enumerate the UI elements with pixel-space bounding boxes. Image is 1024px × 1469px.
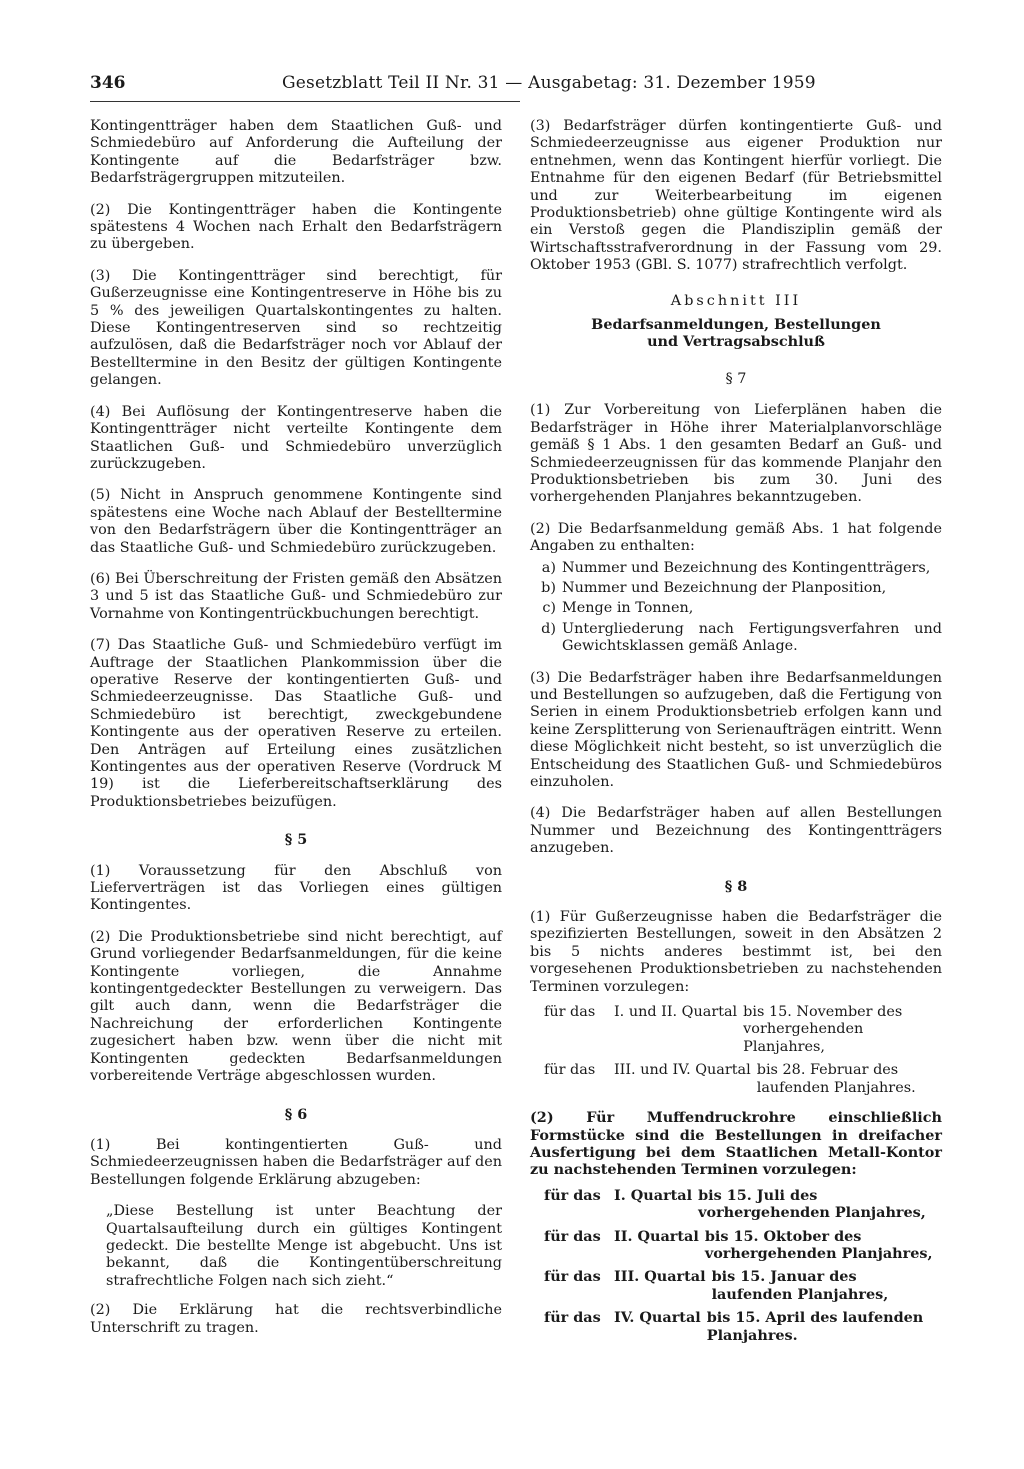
schedule-row — [530, 1062, 942, 1097]
list-item — [530, 580, 942, 597]
section-heading: § 6 — [284, 1105, 308, 1123]
schedule-row — [530, 1309, 942, 1344]
list-item-label: c) — [542, 600, 556, 617]
list-item-label: d) — [541, 620, 556, 637]
chapter-title-line: Bedarfsanmeldungen, Bestellungen — [591, 316, 881, 334]
paragraph: (3) Die Bedarfsträger haben ihre Bedarfsanmeldungen und Bestellungen so aufzugeben, daß die Fertigung von Serien in einem Produktionsbetrieb erfolgen kann und keine Zersplitterung von Serienaufträgen eintritt. Wenn diese Möglichkeit nicht besteht, so ist unverzüglich die Entscheidung des Staatlichen Guß- und Schmiedebüros einzuholen. — [530, 669, 942, 790]
list-item-label: b) — [541, 579, 556, 596]
deadline-schedule — [530, 1187, 942, 1344]
paragraph: (2) Die Bedarfsanmeldung gemäß Abs. 1 hat folgende Angaben zu enthalten: — [530, 520, 942, 555]
schedule-prefix: für das — [544, 1227, 601, 1245]
paragraph: (2) Die Erklärung hat die rechtsverbindliche Unterschrift zu tragen. — [90, 1302, 502, 1336]
schedule-deadline: bis 15. Oktober des vorhergehenden Planjahres, — [704, 1227, 933, 1262]
schedule-quarter: I. und II. Quartal — [614, 1004, 738, 1021]
paragraph: (2) Die Kontingentträger haben die Kontingente spätestens 4 Wochen nach Erhalt den Bedarfsträgern zu übergeben. — [90, 201, 502, 253]
paragraph: (2) Die Produktionsbetriebe sind nicht berechtigt, auf Grund vorliegender Bedarfsanmeldungen, für die keine Kontingente vorliegen, die Annahme kontingentgedeckter Bestellungen zu verweigern. Das gilt auch dann, wenn die Bedarfsträger die Nachreichung der erforderlichen Kontingente zugesichert haben bzw. wenn über die nicht mit Kontingenten gedeckten Bedarfsanmeldungen vorbereitende Verträge abgeschlossen wurden. — [90, 928, 502, 1085]
schedule-prefix: für das — [544, 1309, 601, 1327]
schedule-row — [530, 1004, 942, 1056]
schedule-deadline: bis 15. April des laufenden Planjahres. — [706, 1309, 924, 1344]
schedule-quarter: III. Quartal — [614, 1268, 706, 1286]
list-item-text: Nummer und Bezeichnung der Planposition, — [562, 579, 887, 596]
schedule-quarter: II. Quartal — [614, 1227, 699, 1245]
schedule-row — [530, 1268, 942, 1303]
schedule-deadline: bis 15. Januar des laufenden Planjahres, — [711, 1268, 889, 1303]
paragraph: (3) Die Kontingentträger sind berechtigt, für Gußerzeugnisse eine Kontingentreserve in Höhe bis zu 5 % des jeweiligen Quartalskontingentes zu halten. Diese Kontingentreserven sind so rechtzeitig aufzulösen, daß die Bedarfsträger noch vor Ablauf der Bestelltermine in den Besitz der gültigen Kontingente gelangen. — [90, 267, 502, 389]
paragraph: (1) Bei kontingentierten Guß- und Schmiedeerzeugnissen haben die Bedarfsträger auf den Bestellungen folgende Erklärung abzugeben: — [90, 1136, 502, 1188]
paragraph: (7) Das Staatliche Guß- und Schmiedebüro verfügt im Auftrage der Staatlichen Plankommission über die operative Reserve der kontingentierten Guß- und Schmiedeerzeugnisse. Das Staatliche Guß- und Schmiedebüro ist berechtigt, zweckgebundene Kontingente aus der operativen Reserve zu erteilen. Den Anträgen auf Erteilung eines zusätzlichen Kontingentes aus der operativen Reserve (Vordruck M 19) ist die Lieferbereitschaftserklärung des Produktionsbetriebes beizufügen. — [90, 637, 502, 810]
list-item-text: Nummer und Bezeichnung des Kontingentträgers, — [562, 559, 931, 576]
quoted-declaration: „Diese Bestellung ist unter Beachtung der Quartalsaufteilung durch ein gültiges Kontingent gedeckt. Die bestellte Menge ist abgebucht. Uns ist bekannt, daß die Kontingentüberschreitung strafrechtliche Folgen nach sich zieht.“ — [106, 1203, 502, 1289]
chapter-title-line: und Vertragsabschluß — [647, 333, 825, 351]
paragraph: Kontingentträger haben dem Staatlichen Guß- und Schmiedebüro auf Anforderung die Aufteilung der Kontingente auf die Bedarfsträger bzw. Bedarfsträgergruppen mitzuteilen. — [90, 118, 502, 187]
schedule-quarter: I. Quartal — [614, 1186, 693, 1204]
schedule-deadline: bis 15. November des vorhergehenden Planjahres, — [743, 1004, 903, 1055]
list-item — [530, 600, 942, 617]
list-item-text: Menge in Tonnen, — [562, 600, 694, 617]
section-heading: § 5 — [284, 831, 308, 849]
paragraph: (4) Bei Auflösung der Kontingentreserve haben die Kontingentträger nicht verteilte Kontingente dem Staatlichen Guß- und Schmiedebüro unverzüglich zurückzugeben. — [90, 403, 502, 472]
paragraph: (1) Voraussetzung für den Abschluß von Lieferverträgen ist das Vorliegen eines gültigen Kontingentes. — [90, 862, 502, 914]
paragraph: (1) Zur Vorbereitung von Lieferplänen haben die Bedarfsträger in Höhe ihrer Materialplanvorschläge gemäß § 1 Abs. 1 den gesamten Bedarf an Guß- und Schmiedeerzeugnissen für das kommende Planjahr den Produktionsbetrieben bis zum 30. Juni des vorhergehenden Planjahres bekanntzugeben. — [530, 402, 942, 506]
paragraph: (2) Für Muffendruckrohre einschließlich Formstücke sind die Bestellungen in dreifacher Ausfertigung bei dem Staatlichen Metall-Kontor zu nachstehenden Terminen vorzulegen: — [530, 1109, 942, 1179]
list-item-label: a) — [541, 559, 556, 576]
enumerated-list — [530, 560, 942, 656]
schedule-prefix: für das — [544, 1186, 601, 1204]
schedule-prefix: für das — [544, 1062, 596, 1079]
page-number: 346 — [90, 73, 126, 93]
schedule-quarter: IV. Quartal — [614, 1309, 701, 1327]
left-column — [90, 118, 502, 1351]
paragraph: (6) Bei Überschreitung der Fristen gemäß den Absätzen 3 und 5 ist das Staatliche Guß- und Schmiedebüro zur Vornahme von Kontingentrückbuchungen berechtigt. — [90, 570, 502, 622]
paragraph: (4) Die Bedarfsträger haben auf allen Bestellungen Nummer und Bezeichnung des Kontingentträgers anzugeben. — [530, 805, 942, 857]
right-column — [530, 118, 942, 1356]
paragraph: (5) Nicht in Anspruch genommene Kontingente sind spätestens eine Woche nach Ablauf der Bestelltermine von den Bedarfsträgern über die Kontingentträger an das Staatliche Guß- und Schmiedebüro zurückzugeben. — [90, 487, 502, 556]
schedule-quarter: III. und IV. Quartal — [614, 1062, 751, 1079]
paragraph: (3) Bedarfsträger dürfen kontingentierte Guß- und Schmiedeerzeugnisse aus eigener Produktion nur entnehmen, wenn das Kontingent hierfür vorliegt. Die Entnahme für den eigenen Bedarf (für Betriebsmittel und zur Weiterbearbeitung im eigenen Produktionsbetrieb) ohne gültige Kontingente wird als ein Verstoß gegen die Plandisziplin gemäß der Wirtschaftsstrafverordnung in der Fassung vom 29. Oktober 1953 (GBl. S. 1077) strafrechtlich verfolgt. — [530, 118, 942, 274]
chapter-label: Abschnitt III — [670, 292, 802, 309]
section-heading: § 8 — [724, 877, 748, 895]
schedule-prefix: für das — [544, 1004, 596, 1021]
page-header — [90, 75, 950, 97]
schedule-row — [530, 1187, 942, 1222]
list-item — [530, 560, 942, 577]
section-heading: § 7 — [725, 370, 747, 387]
list-item-text: Untergliederung nach Fertigungsverfahren und Gewichtsklassen gemäß Anlage. — [562, 620, 942, 655]
schedule-prefix: für das — [544, 1268, 601, 1286]
list-item — [530, 621, 942, 656]
schedule-row — [530, 1228, 942, 1263]
schedule-deadline: bis 28. Februar des laufenden Planjahres. — [756, 1062, 916, 1096]
schedule-deadline: bis 15. Juli des vorhergehenden Planjahres, — [698, 1186, 926, 1222]
chapter-title — [530, 316, 942, 351]
paragraph: (1) Für Gußerzeugnisse haben die Bedarfsträger die spezifizierten Bestellungen, soweit in den Absätzen 2 bis 5 nichts anderes bestimmt ist, bei den vorgesehenen Produktionsbetrieben zu nachstehenden Terminen vorzulegen: — [530, 909, 942, 995]
deadline-schedule — [530, 1004, 942, 1097]
header-rule — [90, 101, 520, 102]
running-head: Gesetzblatt Teil II Nr. 31 — Ausgabetag: 31. Dezember 1959 — [282, 73, 816, 93]
